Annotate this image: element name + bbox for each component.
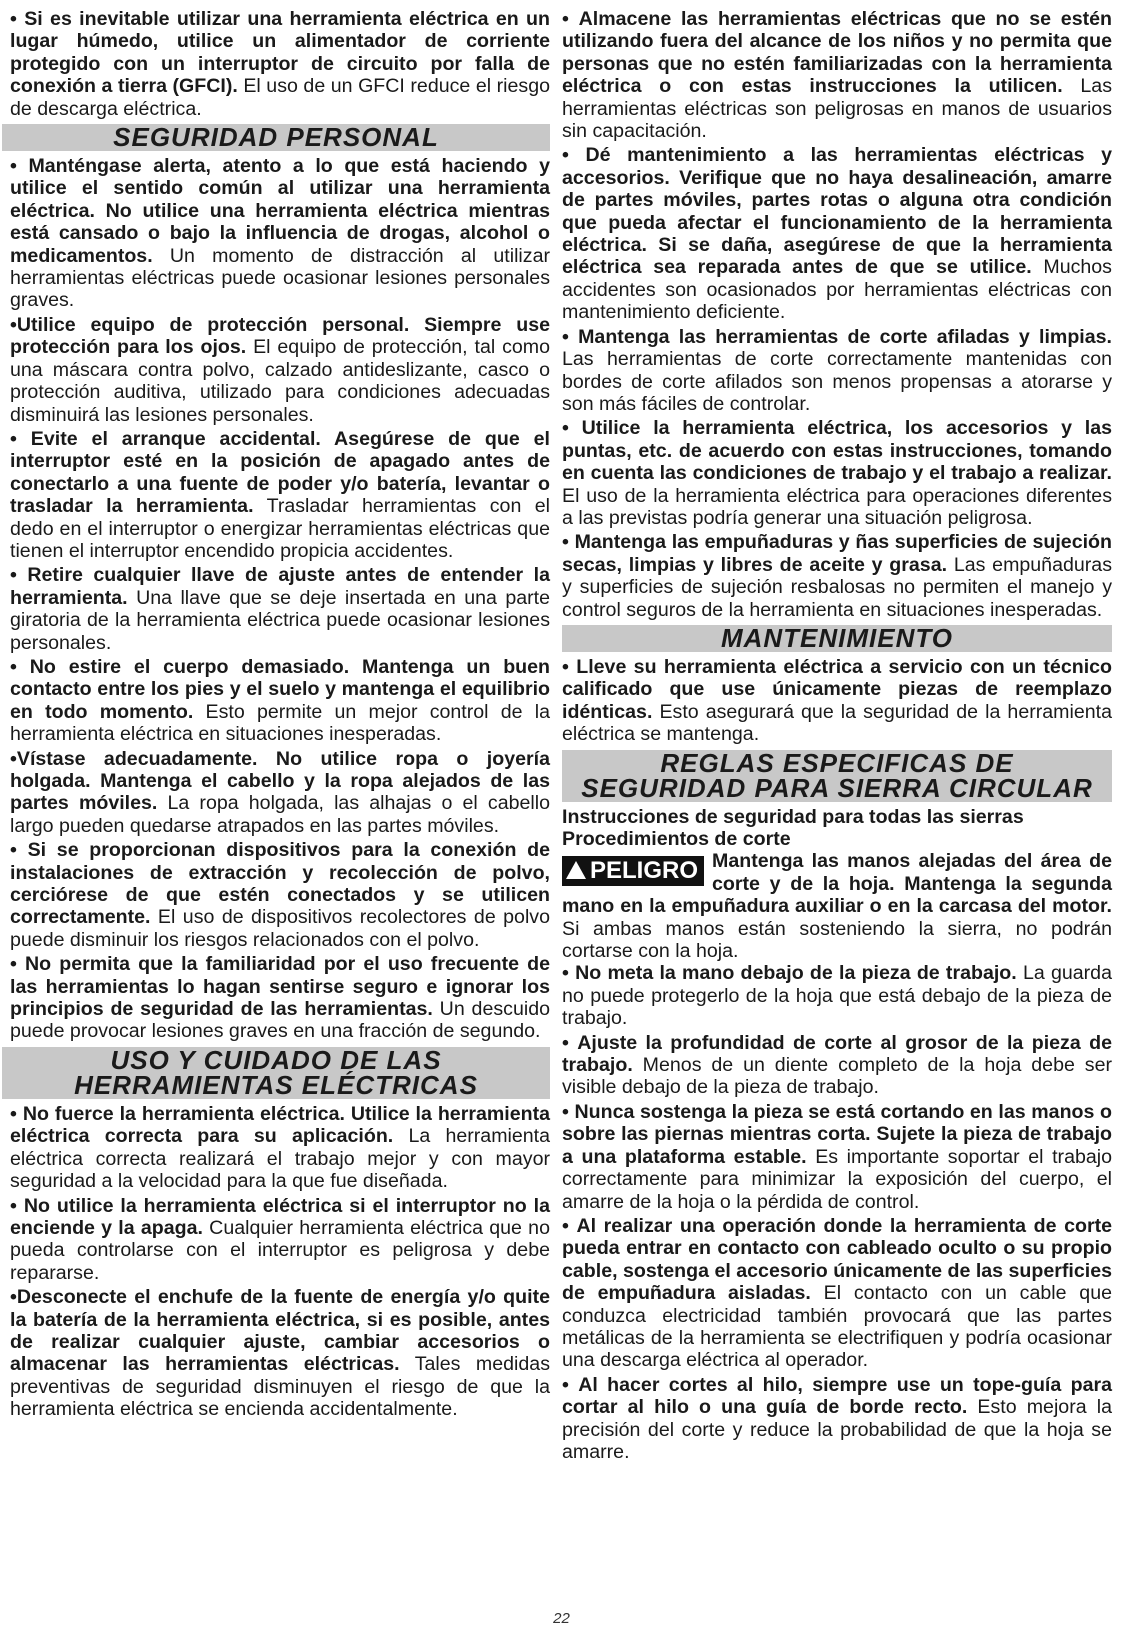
switch-item: • No utilice la herramienta eléctrica si el interruptor no la enciende y la apaga. Cualquier herramienta eléctrica que no pueda controlarse con el interruptor es peligrosa y debe repararse. (10, 1194, 550, 1284)
adjust-key-item: • Retire cualquier llave de ajuste antes de entender la herramienta. Una llave que se deje insertada en una parte giratoria de la herramienta eléctrica puede ocasionar lesiones personales. (10, 564, 550, 654)
alert-item: • Manténgase alerta, atento a lo que está haciendo y utilice el sentido común al utilizar una herramienta eléctrica. No utilice una herramienta eléctrica mientras está cansado o bajo la influencia de drogas, alcohol o medicamentos. Un momento de distracción al utilizar herramientas eléctricas puede ocasionar lesiones personales graves. (10, 155, 550, 312)
service-item: • Lleve su herramienta eléctrica a servicio con un técnico calificado que use únicamente piezas de reemplazo idénticas. Esto asegurará que la seguridad de la herramienta eléctrica se mantenga. (562, 655, 1113, 746)
sharp-tools-item: • Mantenga las herramientas de corte afiladas y limpias. Las herramientas de corte correctamente mantenidas con bordes de corte afilados son menos propensas a atorarse y son más fáciles de controlar. (562, 325, 1112, 415)
accidental-start-item: • Evite el arranque accidental. Asegúrese de que el interruptor esté en la posición de apagado antes de conectarlo a una fuente de poder y/o batería, levantar o trasladar la herramienta. Trasladar herramientas con el dedo en el interruptor o energizar herramientas eléctricas que tienen el interruptor encendido propicia accidentes. (10, 427, 550, 562)
under-workpiece-item: • No meta la mano debajo de la pieza de trabajo. La guarda no puede protegerlo de la hoja que está debajo de la pieza de trabajo. (562, 962, 1112, 1030)
dress-item: •Vístase adecuadamente. No utilice ropa o joyería holgada. Mantenga el cabello y la ropa alejados de las partes móviles. La ropa holgada, las alhajas o el cabello largo pueden quedarse atrapados en las partes móviles. (10, 747, 550, 837)
section-mantenimiento: MANTENIMIENTO (562, 625, 1112, 652)
overreach-item: • No estire el cuerpo demasiado. Mantenga un buen contacto entre los pies y el suelo y mantenga el equilibrio en todo momento. Esto permite un mejor control de la herramienta eléctrica en situaciones inesperadas. (10, 655, 550, 746)
section-reglas-sierra: REGLAS ESPECIFICAS DE SEGURIDAD PARA SIERRA CIRCULAR (562, 750, 1112, 802)
no-force-item: • No fuerce la herramienta eléctrica. Utilice la herramienta eléctrica correcta para su aplicación. La herramienta eléctrica correcta realizará el trabajo mejor y con mayor seguridad a la velocidad para la que fue diseñada. (10, 1102, 551, 1193)
dust-collection-item: • Si se proporcionan dispositivos para la conexión de instalaciones de extracción y recolección de polvo, cerciórese de que estén conectados y se utilicen correctamente. El uso de dispositivos recolectores de polvo puede disminuir los riesgos relacionados con el polvo. (10, 839, 550, 951)
section-seguridad-personal: SEGURIDAD PERSONAL (2, 124, 550, 151)
danger-badge: PELIGRO (562, 856, 704, 886)
ppe-item: •Utilice equipo de protección personal. Siempre use protección para los ojos. El equipo de protección, tal como una máscara contra polvo, calzado antideslizante, casco o protección auditiva, utilizado para condiciones adecuadas disminuirá las lesiones personales. (10, 313, 550, 426)
maintain-item: • Dé mantenimiento a las herramientas eléctricas y accesorios. Verifique que no haya desalineación, amarre de partes móviles, partes rotas o alguna otra condición que pueda afectar el funcionamiento de la herramienta eléctrica. Si se daña, asegúrese de que la herramienta eléctrica sea reparada antes de que se utilice. Muchos accidentes son ocasionados por herramientas eléctricas con mantenimiento deficiente. (562, 144, 1112, 324)
store-item: • Almacene las herramientas eléctricas que no se estén utilizando fuera del alcance de los niños y no permita que personas que no estén familiarizadas con la herramienta eléctrica o con estas instrucciones la utilicen. Las herramientas eléctricas son peligrosas en manos de usuarios sin capacitación. (562, 8, 1112, 143)
grips-item: • Mantenga las empuñaduras y ñas superficies de sujeción secas, limpias y libres de aceite y grasa. Las empuñaduras y superficies de sujeción resbalosas no permiten el manejo y control seguros de la herramienta en situaciones inesperadas. (562, 531, 1112, 621)
danger-item: PELIGRO Mantenga las manos alejadas del área de corte y de la hoja. Mantenga la segunda mano en la empuñadura auxiliar o en la carcasa del motor. Si ambas manos están sosteniendo la sierra, no podrán cortarse con la hoja. (562, 850, 1112, 963)
subheading-all-saws: Instrucciones de seguridad para todas las sierras (562, 805, 1024, 828)
subheading-cutting-procedures: Procedimientos de corte (562, 828, 791, 850)
hold-workpiece-item: • Nunca sostenga la pieza se está cortando en las manos o sobre las piernas mientras corta. Sujete la pieza de trabajo a una plataforma estable. Es importante soportar el trabajo correctamente para minimizar la exposición del cuerpo, el amarre de la hoja o la pérdida de control. (562, 1100, 1113, 1213)
disconnect-item: •Desconecte el enchufe de la fuente de energía y/o quite la batería de la herramienta eléctrica, si es posible, antes de realizar cualquier ajuste, cambiar accesorios o almacenar las herramientas eléctricas. Tales medidas preventivas de seguridad disminuyen el riesgo de que la herramienta eléctrica se encienda accidentalmente. (10, 1286, 550, 1421)
use-accordingly-item: • Utilice la herramienta eléctrica, los accesorios y las puntas, etc. de acuerdo con estas instrucciones, tomando en cuenta las condiciones de trabajo y el trabajo a realizar. El uso de la herramienta eléctrica para operaciones diferentes a las previstas podría generar una situación peligrosa. (562, 417, 1113, 529)
hidden-wiring-item: • Al realizar una operación donde la herramienta de corte pueda entrar en contacto con cableado oculto o su propio cable, sostenga el accesorio únicamente de las superficies de empuñadura aisladas. El contacto con un cable que conduzca electricidad también provocará que las partes metálicas de la herramienta se electrifiquen y podría ocasionar una descarga eléctrica al operador. (562, 1214, 1113, 1372)
page-number: 22 (553, 1610, 570, 1627)
right-column (562, 8, 1112, 1465)
rip-fence-item: • Al hacer cortes al hilo, siempre use un tope-guía para cortar al hilo o una guía de borde recto. Esto mejora la precisión del corte y reduce la probabilidad de que la hoja se amarre. (562, 1373, 1112, 1463)
depth-item: • Ajuste la profundidad de corte al grosor de la pieza de trabajo. Menos de un diente completo de la hoja debe ser visible debajo de la pieza de trabajo. (562, 1031, 1112, 1099)
familiarity-item: • No permita que la familiaridad por el uso frecuente de las herramientas lo hagan sentirse seguro e ignorar los principios de seguridad de las herramientas. Un descuido puede provocar lesiones graves en una fracción de segundo. (10, 953, 550, 1043)
left-column (10, 8, 550, 1423)
gfci-item: • Si es inevitable utilizar una herramienta eléctrica en un lugar húmedo, utilice un alimentador de corriente protegido con un interruptor de circuito por falla de conexión a tierra (GFCI). El uso de un GFCI reduce el riesgo de descarga eléctrica. (10, 8, 550, 120)
section-uso-cuidado: USO Y CUIDADO DE LAS HERRAMIENTAS ELÉCTRICAS (2, 1047, 550, 1099)
warning-triangle-icon (566, 861, 586, 879)
